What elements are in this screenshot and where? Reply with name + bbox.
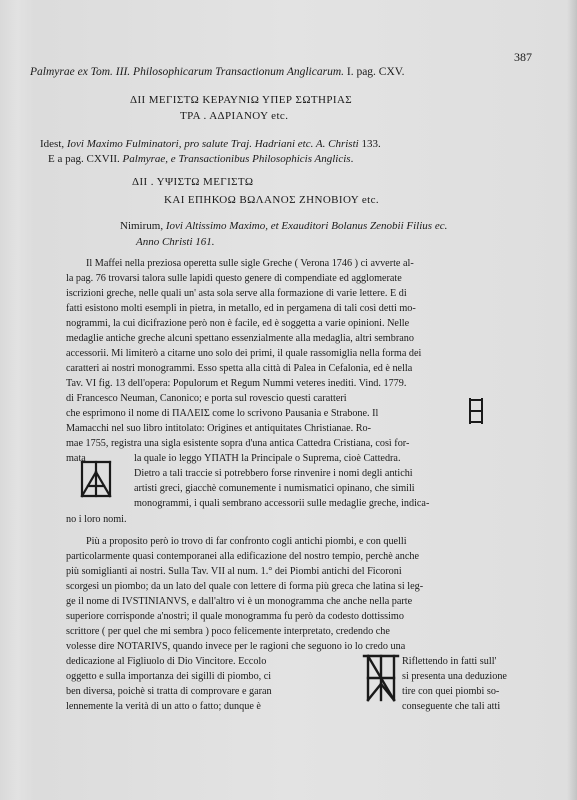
body-line: scorgesi un piombo; da un lato del quale con lettere di forma più greca che latina si leg-	[66, 581, 424, 592]
page-number: 387	[514, 50, 532, 64]
body-line: Mamacchi nel suo libro intitolato: Origines et antiquitates Christianae. Ro-	[66, 423, 371, 434]
translation-3	[120, 220, 447, 232]
monogram-piombo-svg	[362, 650, 400, 706]
body-line: volesse dire NOTARIVS, quando invece per le ragioni che seguono io lo credo una	[66, 641, 406, 652]
body-line: no i loro nomi.	[66, 514, 127, 525]
body-line: mae 1755, registra una sigla esistente sopra d'una antica Cattedra Cristiana, così for-	[66, 438, 410, 449]
body-line: mata	[66, 453, 86, 464]
body-line: artisti greci, giacchè comunemente i numismatici opinano, che simili	[134, 483, 415, 494]
body-line: la quale io leggo ΥΠΑΤΗ la Principale o Suprema, cioè Cattedra.	[134, 453, 401, 464]
body-line: lennemente la verità di un atto o fatto; dunque è	[66, 701, 261, 712]
body-line: Riflettendo in fatti sull'	[402, 656, 497, 667]
body-line: scrittore ( per quel che mi sembra ) poco felicemente interpretato, credendo che	[66, 626, 390, 637]
translation-1-italic: Iovi Maximo Fulminatori, pro salute Traj. Hadriani etc. A. Christi	[66, 138, 359, 150]
body-line: Il Maffei nella preziosa operetta sulle sigle Greche ( Verona 1746 ) ci avverte al-	[86, 258, 414, 269]
body-line: superiore corrisponde a'nostri; il quale monogramma fu però da codesto dottissimo	[66, 611, 404, 622]
body-line: Tav. VI fig. 13 dell'opera: Populorum et Regum Nummi veteres inediti. Vind. 1779.	[66, 378, 407, 389]
body-line: ge il nome di IVSTINIANVS, e dall'altro vi è un monogramma che anche nella parte	[66, 596, 413, 607]
greek-inscription-4: ΚΑΙ ΕΠΗΚΟΩ ΒΩΛΑΝΟΣ ΖΗΝΟΒΙΟΥ etc.	[164, 194, 380, 206]
body-line: monogrammi, i quali sembrano accessorii sulle medaglie greche, indica-	[134, 498, 430, 509]
translation-2-a: E a pag. CXVII.	[48, 153, 123, 165]
translation-2-b: .	[350, 153, 354, 165]
monogram-piombo-icon	[362, 650, 400, 706]
body-line: particolarmente quasi contemporanei alla edificazione del nostro tempio, perchè anche	[66, 551, 420, 562]
greek-inscription-2: ΤΡΑ . ΑΔΡΙΑΝΟΥ etc.	[180, 110, 289, 122]
body-line: ben diversa, poichè si tratta di comprovare e garan	[66, 686, 272, 697]
translation-2	[48, 153, 353, 165]
monogram-palea-icon	[466, 396, 486, 426]
body-line: dedicazione al Figliuolo di Dio Vincitore. Eccolo	[66, 656, 267, 667]
body-line: che esprimono il nome di ΠΑΛΕΙΣ come lo scrivono Pausania e Strabone. Il	[66, 408, 379, 419]
body-line: iscrizioni greche, nelle quali un' asta sola serve alla formazione di varie lettere. E di	[66, 288, 407, 299]
body-line: di Francesco Neuman, Canonico; e porta sul rovescio questi caratteri	[66, 393, 347, 404]
translation-3-italic: Iovi Altissimo Maximo, et Exauditori Bolanus Zenobii Filius ec.	[165, 220, 448, 232]
monogram-cathedra-svg	[78, 458, 114, 500]
source-heading-1-italic: Palmyrae ex Tom. III. Philosophicarum Transactionum Anglicarum.	[30, 66, 344, 78]
body-line: si presenta una deduzione	[402, 671, 507, 682]
translation-1	[40, 138, 381, 150]
body-line: tire con quei piombi so-	[402, 686, 500, 697]
greek-inscription-1: ΔΙΙ ΜΕΓΙΣΤΩ ΚΕΡΑΥΝΙΩ ΥΠΕΡ ΣΩΤΗΡΙΑΣ	[130, 94, 353, 106]
body-line: medaglie antiche greche alcuni spettano essenzialmente alla medaglia, altri sembrano	[66, 333, 414, 344]
body-line: accessorii. Mi limiterò a citarne uno solo dei primi, il quale rassomiglia nella forma dei	[66, 348, 422, 359]
body-line: Più a proposito però io trovo di far confronto cogli antichi piombi, e con quelli	[86, 536, 407, 547]
body-line: nogrammi, la cui dicifrazione però non è facile, ed è soggetta a varie opinioni. Nelle	[66, 318, 410, 329]
source-heading-1	[30, 66, 404, 78]
body-line: caratteri ai nostri monogrammi. Esso spetta alla città di Palea in Cefalonia, ed è nella	[66, 363, 413, 374]
body-line: la pag. 76 trovarsi talora sulle lapidi questo genere di compendiate ed agglomerate	[66, 273, 402, 284]
body-line: fatti esistono molti esempli in pietra, in metallo, ed in pergamena di tali così detti mo-	[66, 303, 416, 314]
translation-4: Anno Christi 161.	[136, 236, 215, 248]
translation-1-b: 133.	[358, 138, 381, 150]
monogram-cathedra-icon	[78, 458, 114, 500]
translation-1-a: Idest,	[40, 138, 67, 150]
page-edge-shadow	[567, 0, 577, 800]
translation-3-a: Nimirum,	[120, 220, 166, 232]
body-line: oggetto e sulla importanza dei sigilli di piombo, ci	[66, 671, 272, 682]
monogram-palea-svg	[466, 396, 486, 426]
body-line: conseguente che tali atti	[402, 701, 501, 712]
body-line: Dietro a tali traccie si potrebbero forse rinvenire i nomi degli antichi	[134, 468, 413, 479]
greek-inscription-3: ΔΙΙ . ΥΨΙΣΤΩ ΜΕΓΙΣΤΩ	[132, 176, 254, 188]
source-heading-1-ref: I. pag. CXV.	[344, 66, 405, 78]
translation-2-italic: Palmyrae, e Transactionibus Philosophicis Anglicis	[122, 153, 351, 165]
body-line: più somiglianti ai nostri. Sulla Tav. VII al num. 1.° dei Piombi antichi del Ficoroni	[66, 566, 402, 577]
